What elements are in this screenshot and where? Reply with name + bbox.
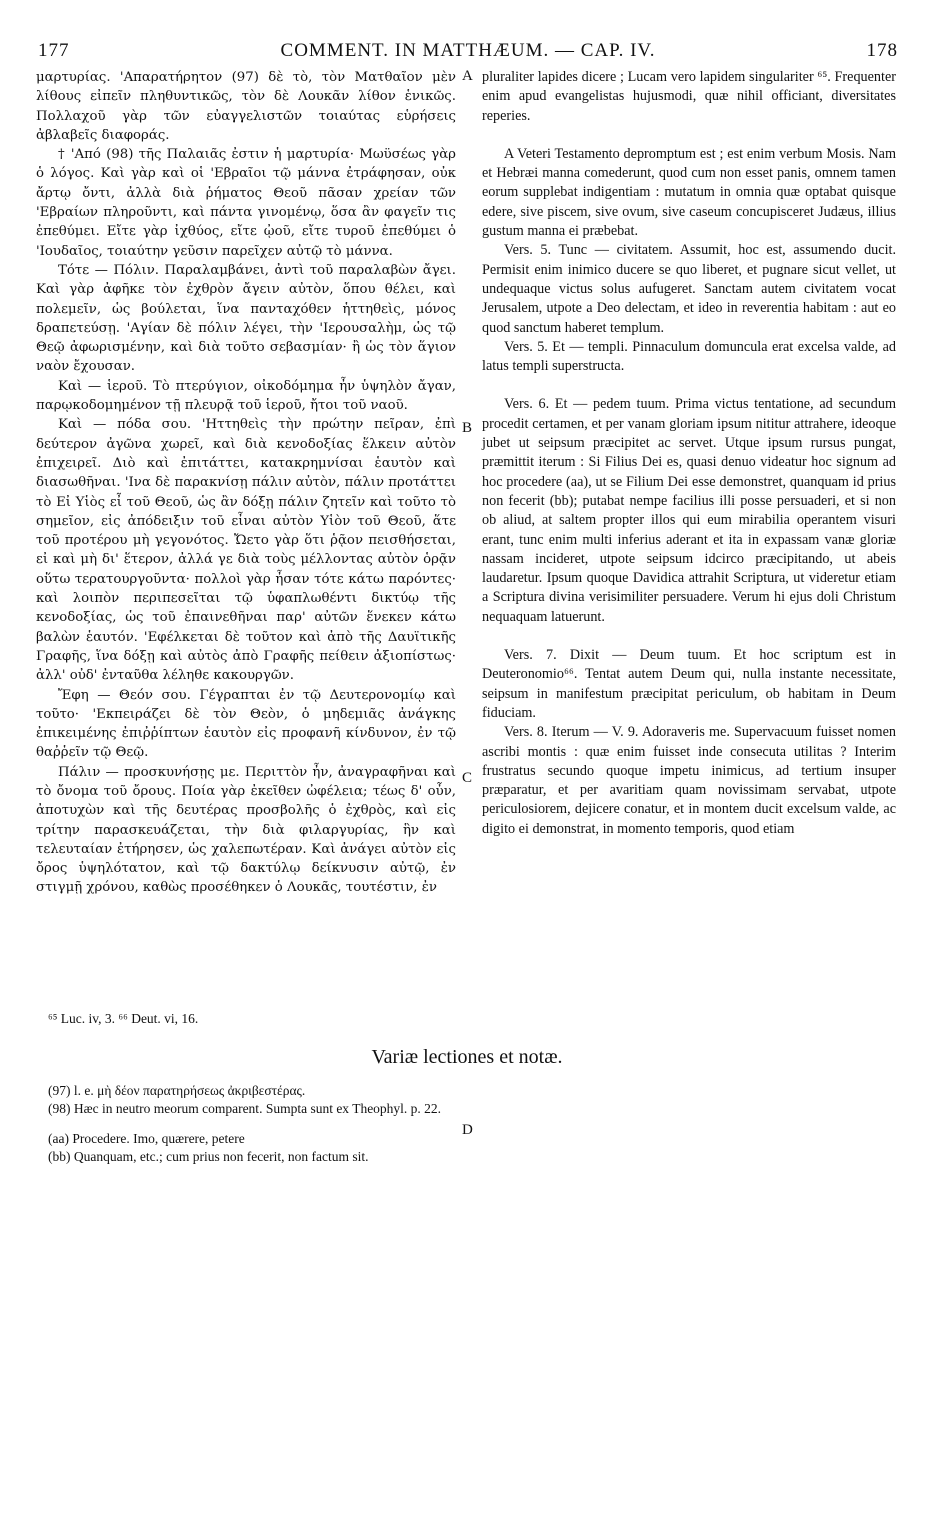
latin-paragraph: Vers. 7. Dixit — Deum tuum. Et hoc scriptum est in Deuteronomio⁶⁶. Tentat autem Deum qui, nulla instante necessitate, seipsum in manifestum præcipitat periculum, ob habitam in Deum fiduciam. xyxy=(482,647,896,721)
latin-paragraph: A Veteri Testamento depromptum est ; est enim verbum Mosis. Nam et Hebræi manna comederunt, quod cum non esset panis, omnem tamen eorum supplebat indigentiam : mutatum in omnia quæ optabat quisque edere, sive piscem, sive ovum, sive caseum concupisceret Judæus, illius gustum manna ei præbebat. xyxy=(482,145,896,240)
latin-paragraph: Vers. 5. Et — templi. Pinnaculum domuncula erat excelsa valde, ad latus templi superstructa. xyxy=(482,338,896,375)
note-item: (97) l. e. μὴ δέον παρατηρήσεως ἀκριβεστέρας. xyxy=(48,1083,306,1098)
margin-letter: A xyxy=(462,68,473,84)
latin-paragraph: Vers. 5. Tunc — civitatem. Assumit, hoc est, assumendo ducit. Permisit enim inimico ducere se quo liberet, et pugnare sicut vellet, ut undequaque victus solus aufugeret. Sanctam autem civitatem vocat Jerusalem, utpote a Deo delectam, et ideo in reverentia habitam : aut eo quod sanctum haberet templum. xyxy=(482,242,896,336)
page-number-right: 178 xyxy=(866,40,898,61)
greek-column xyxy=(36,68,456,898)
note-item: (aa) Procedere. Imo, quærere, petere xyxy=(48,1131,245,1146)
margin-letter: B xyxy=(462,420,473,436)
latin-paragraph: pluraliter lapides dicere ; Lucam vero lapidem singulariter ⁶⁵. Frequenter enim apud evangelistas hujusmodi, quæ nihil officiant, diversitates reperies. xyxy=(482,69,896,124)
greek-paragraph: Τότε — Πόλιν. Παραλαμβάνει, ἀντὶ τοῦ παραλαβὼν ἄγει. Καὶ γὰρ ἀφῆκε τὸν ἐχθρὸν ἄγειν αὐτὸν, ὅπου θέλει, καὶ πολεμεῖν, ὡς βούλεται, ἵνα πανταχόθεν ἡττηθεὶς, μόνος δραπετεύσῃ. 'Αγίαν δὲ πόλιν λέγει, τὴν 'Ιερουσαλὴμ, ὡς τῷ Θεῷ ἀφωρισμένην, καὶ διὰ τοῦτο σεβασμίαν· ἢ ὡς τὸν ἅγιον ναὸν ἔχουσαν. xyxy=(36,262,456,375)
margin-letter: D xyxy=(462,1122,473,1138)
greek-paragraph: Ἔφη — Θεόν σου. Γέγραπται ἐν τῷ Δευτερονομίῳ καὶ τοῦτο· 'Εκπειράζει δὲ τὸν Θεὸν, ὁ μηδεμιᾶς ἀνάγκης ἐπικειμένης ἐπιῤῥίπτων ἑαυτὸν εἰς προφανῆ κίνδυνον, ἐν τῷ θαῤῥεῖν τῷ Θεῷ. xyxy=(36,687,456,761)
note-item: (bb) Quanquam, etc.; cum prius non fecerit, non factum sit. xyxy=(48,1149,369,1164)
page-header xyxy=(38,40,898,70)
variae-title: Variæ lectiones et notæ. xyxy=(371,1046,563,1068)
running-title: COMMENT. IN MATTHÆUM. — CAP. IV. xyxy=(280,40,656,61)
page-number-left: 177 xyxy=(38,40,70,61)
greek-paragraph: † 'Από (98) τῆς Παλαιᾶς ἐστιν ἡ μαρτυρία· Μωϋσέως γὰρ ὁ λόγος. Καὶ γὰρ καὶ οἱ 'Εβραῖοι τῷ μάννα ἐτράφησαν, οὐκ ἄρτῳ ὄντι, ἀλλὰ διὰ ῥήματος Θεοῦ πᾶσαν χρείαν τῶν 'Εβραίων πληροῦντι, καὶ πάντα γινομένῳ, ὅσα ἂν φαγεῖν τις ἐπεθύμει. Εἴτε γὰρ ἰχθύος, εἴτε ᾠοῦ, εἴτε τυροῦ ἐπεθύμει ὁ 'Ιουδαῖος, τοιαύτην γεῦσιν παρεῖχεν αὐτῷ τὸ μάννα. xyxy=(36,147,456,259)
variae-notes xyxy=(48,1082,908,1166)
margin-letter: C xyxy=(462,770,473,786)
greek-paragraph: Καὶ — ἱεροῦ. Τὸ πτερύγιον, οἰκοδόμημα ἦν ὑψηλὸν ἄγαν, παρῳκοδομημένον τῇ πλευρᾷ τοῦ ἱεροῦ, ἤτοι τοῦ ναοῦ. xyxy=(36,378,456,414)
footnotes: ⁶⁵ Luc. iv, 3. ⁶⁶ Deut. vi, 16. xyxy=(48,1011,199,1026)
note-item: (98) Hæc in neutro meorum comparent. Sumpta sunt ex Theophyl. p. 22. xyxy=(48,1101,442,1116)
latin-column xyxy=(482,68,896,839)
latin-paragraph: Vers. 8. Iterum — V. 9. Adoraveris me. Supervacuum fuisset nomen ascribi montis : quæ enim fuisset inde consecuta utilitas ? Interim frustratus secundo quoque impetu inimicus, ad tertium insuper præparatur, et per avaritiam quam novissimam servabat, utpote periculosiorem, dejicere conatur, et in montem ducit excelsum valde, ac digito ei demonstrat, in momento temporis, quod etiam xyxy=(482,724,896,837)
latin-paragraph: Vers. 6. Et — pedem tuum. Prima victus tentatione, ad secundum procedit certamen, et per vanam gloriam ipsum nititur attrahere, ideoque jubet ut seipsum præcipitet ac servet. Utque ipsum rursus pungat, præmittit iterum : Si Filius Dei es, quasi denuo videatur hoc signum ad hoc procedere (aa), ut se Filium Dei esse demonstret, quanquam id prius non fecerit (bb); putabat nempe facilius illi posse persuaderi, et si non ob aliud, at saltem propter illos qui eum mirabilia operantem visuri erant, tunc enim multi inferius aderant et ita in expassam vanæ gloriæ nassam incideret, utpote seipsum idcirco præcipitando, ut abeis laudaretur. Ipsum quoque Davidica attrahit Scriptura, ut videretur etiam a Scriptura divina verisimiliter persuadere. Verum hi ejus doli Christum nequaquam latuerunt. xyxy=(482,396,896,625)
greek-paragraph: Πάλιν — προσκυνήσῃς με. Περιττὸν ἦν, ἀναγραφῆναι καὶ τὸ ὄνομα τοῦ ὄρους. Ποία γὰρ ἐκεῖθεν ὠφέλεια; τέως δ' οὖν, ἀποτυχὼν καὶ τῆς δευτέρας προσβολῆς ὁ ἐχθρὸς, καὶ εἰς τρίτην παρασκευάζεται, τὴν διὰ φιλαργυρίας, ἣν καὶ τελευταίαν ἐτήρησεν, ὡς χαλεπωτέραν. Καὶ ἀνάγει αὐτὸν εἰς ὄρος ὑψηλότατον, καὶ τῷ δακτύλῳ δείκνυσιν αὐτῷ, ἐν στιγμῇ χρόνου, καθὼς προσέθηκεν ὁ Λουκᾶς, τουτέστιν, ἐν xyxy=(36,764,456,896)
greek-paragraph: μαρτυρίας. 'Απαρατήρητον (97) δὲ τὸ, τὸν Ματθαῖον μὲν λίθους εἰπεῖν πληθυντικῶς, τὸν δὲ Λουκᾶν λίθον ἑνικῶς. Πολλαχοῦ γὰρ τῶν εὐαγγελιστῶν τοιαύτας εὑρήσεις ἀβλαβεῖς διαφοράς. xyxy=(36,70,456,143)
greek-paragraph: Καὶ — πόδα σου. 'Ηττηθεὶς τὴν πρώτην πεῖραν, ἐπὶ δεύτερον ἀγῶνα χωρεῖ, καὶ διὰ κενοδοξίας ἕλκειν αὐτὸν ἐπιχειρεῖ. Διὸ καὶ ἐπιτάττει, κατακρημνίσαι ἑαυτὸν καὶ διασωθῆναι. 'Ινα δὲ παρακνίσῃ πάλιν αὐτὸν, πάλιν προτάττει τὸ Εἰ Υἱὸς εἶ τοῦ Θεοῦ, ὡς ἂν δόξῃ πάλιν ζητεῖν καὶ τοῦτο τὸ σημεῖον, εἰς ἀπόδειξιν τοῦ εἶναι αὐτὸν Υἱὸν τοῦ Θεοῦ, ἅτε τοῦ προτέρου μὴ γεγονότος. Ὤετο γὰρ ὅτι ῥᾷον πεισθήσεται, εἰ καὶ μὴ δι' ἕτερον, ἀλλά γε διὰ τοὺς μέλλοντας αὐτὸν ὁρᾷν οὕτω τερατουργοῦντα· πολλοὶ γὰρ ἦσαν τότε κάτω παρόντες· καὶ λοιπὸν περιπεσεῖται τῷ ὑφαπλωθέντι δικτύῳ τῆς κενοδοξίας, ὡς τοῦ ἐπαινεθῆναι παρ' αὐτῶν ἕνεκεν κάτω βαλὼν ἑαυτόν. 'Εφέλκεται δὲ τοῦτον καὶ ἀπὸ τῆς Δαυϊτικῆς Γραφῆς, ἵνα δόξῃ καὶ αὐτὸς ἀπὸ Γραφῆς πείθειν ἀξιοπίστως· ἀλλ' οὐδ' ἐνταῦθα λέληθε κακουργῶν. xyxy=(36,417,456,684)
